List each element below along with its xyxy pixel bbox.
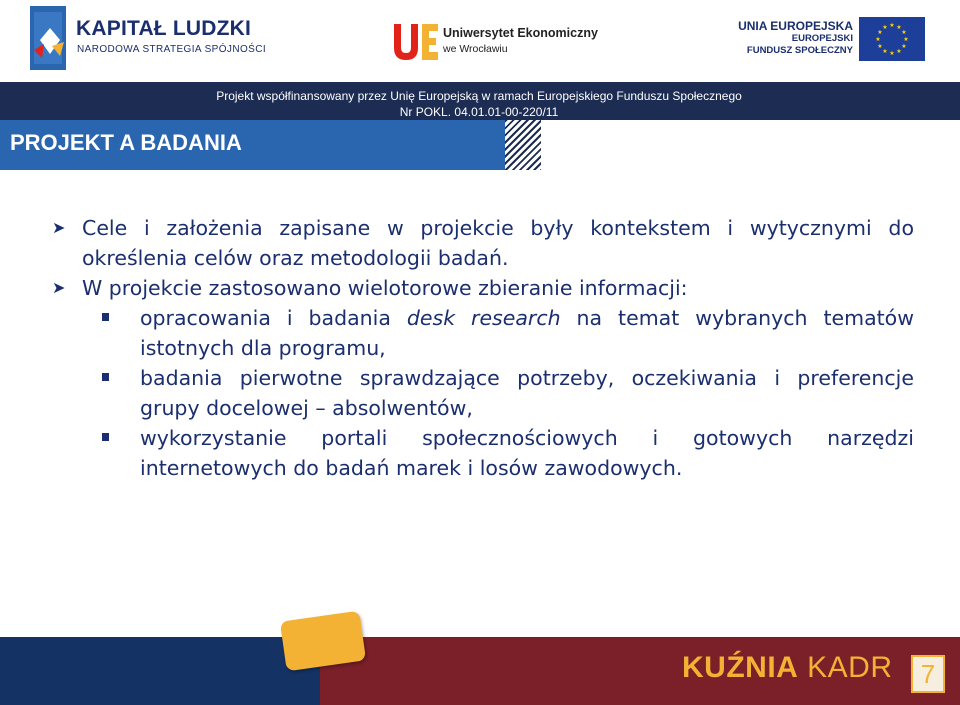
svg-text:★: ★ [896,24,902,31]
list-item [52,273,914,303]
kapital-ludzki-title: KAPITAŁ LUDZKI [76,17,252,40]
bullet-text: Cele i założenia zapisane w projekcie były kontekstem i wytycznymi do określenia celów oraz metodologii badań. [82,216,914,270]
svg-text:★: ★ [901,43,907,50]
square-bullet-icon [102,373,109,381]
project-cofinancing-text: Projekt współfinansowany przez Unię Europejską w ramach Europejskiego Funduszu Społecznego [216,89,742,103]
svg-text:★: ★ [875,36,881,43]
university-city: we Wrocławiu [443,43,508,55]
eu-fund-label-2: FUNDUSZ SPOŁECZNY [746,45,853,56]
slide-content [52,213,914,483]
hatch-decoration [505,120,541,170]
project-number: Nr POKL. 04.01.01-00-220/11 [399,105,559,119]
svg-text:★: ★ [882,24,888,31]
svg-text:★: ★ [877,43,883,50]
svg-text:★: ★ [903,36,909,43]
sub-bullet-text-start: opracowania i badania [140,306,407,330]
page-number: 7 [911,655,945,693]
sub-list-item [52,303,914,363]
brand-bold-word: KUŹNIA [682,651,799,684]
svg-text:★: ★ [896,48,902,55]
desk-research-term: desk research [406,306,561,330]
university-name: Uniwersytet Ekonomiczny [443,26,598,40]
brand-light-word: KADR [798,651,893,684]
square-bullet-icon [102,313,109,321]
kapital-ludzki-mark-icon [30,6,66,70]
svg-text:★: ★ [882,48,888,55]
kapital-ludzki-logo [30,6,267,70]
svg-text:★: ★ [901,29,907,36]
bullet-text: W projekcie zastosowano wielotorowe zbieranie informacji: [82,276,688,300]
svg-text:★: ★ [877,29,883,36]
svg-text:★: ★ [889,22,895,29]
svg-text:★: ★ [889,50,895,57]
eu-flag-icon [859,17,925,61]
list-item [52,213,914,273]
sub-bullet-text: badania pierwotne sprawdzające potrzeby, oczekiwania i preferencje grupy docelowej – absolwentów, [140,366,914,420]
sub-bullet-text: wykorzystanie portali społecznościowych i gotowych narzędzi internetowych do badań marek i losów zawodowych. [140,426,914,480]
university-logo [390,20,598,64]
sub-list-item [52,423,914,483]
kapital-ludzki-subtitle: NARODOWA STRATEGIA SPÓJNOŚCI [77,44,267,55]
arrow-bullet-icon: ➤ [52,278,66,297]
arrow-bullet-icon: ➤ [52,218,66,237]
sub-list-item [52,363,914,423]
kuznia-kadr-brand [682,651,893,685]
eu-logo [738,16,930,62]
sub-bullet-text-end: na temat wybranych tematów istotnych dla programu, [140,306,914,360]
project-info [196,88,762,120]
square-bullet-icon [102,433,109,441]
eu-text [738,19,853,57]
eu-union-label: UNIA EUROPEJSKA [738,19,853,33]
slide-title: PROJEKT A BADANIA [10,130,242,155]
eu-fund-label-1: EUROPEJSKI [791,33,853,44]
ue-mark-icon [390,20,442,64]
